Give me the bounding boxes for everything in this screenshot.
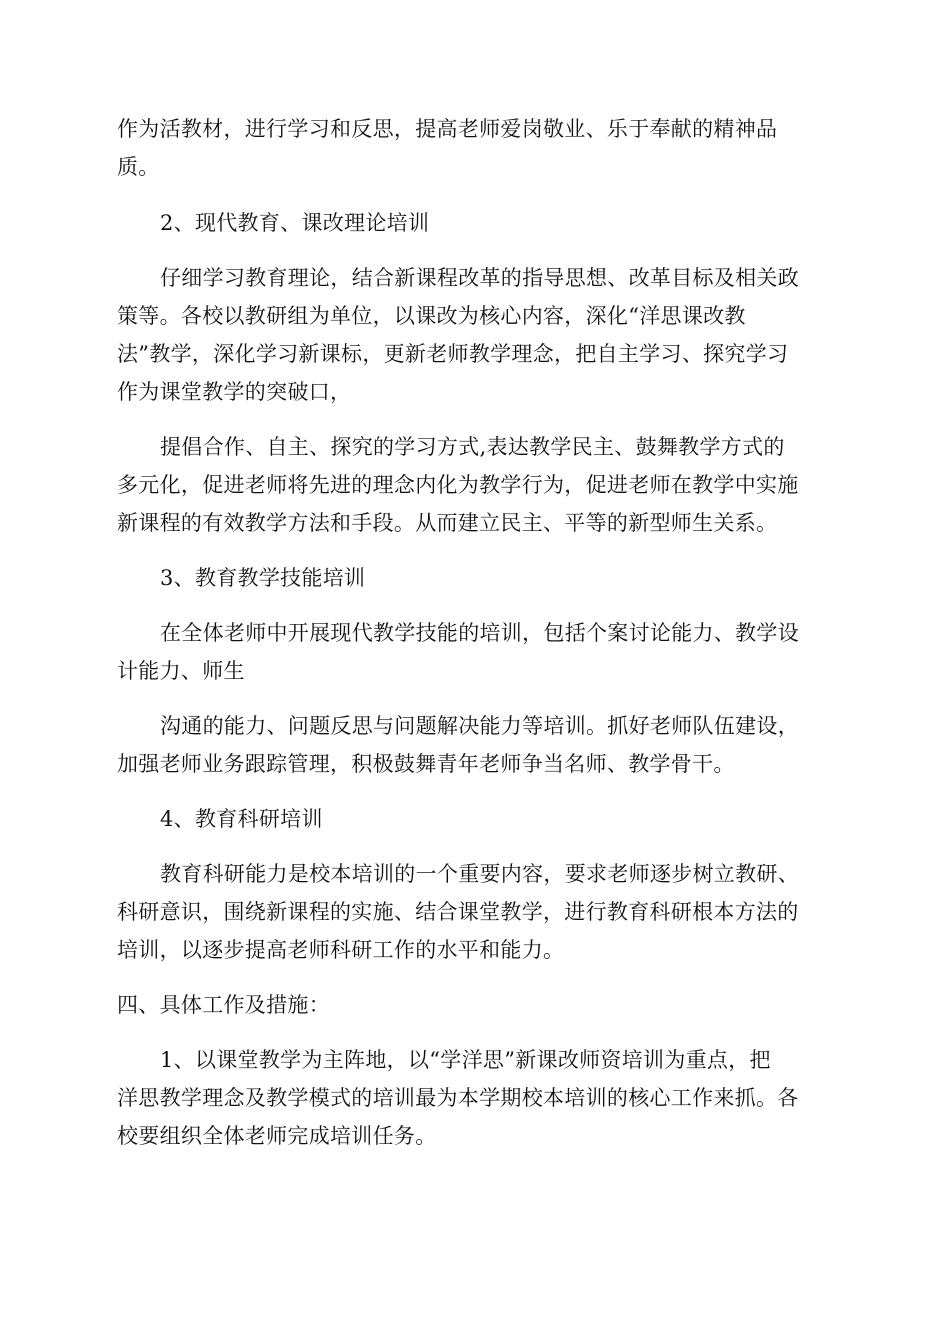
text-line: 多元化，促进老师将先进的理念内化为教学行为，促进老师在教学中实施 bbox=[117, 473, 799, 497]
section-heading: 3、教育教学技能培训 bbox=[160, 566, 366, 590]
text-line: 在全体老师中开展现代教学技能的培训，包括个案讨论能力、教学设 bbox=[160, 621, 799, 645]
text-line: 1、以课堂教学为主阵地，以“学洋思”新课改师资培训为重点，把 bbox=[160, 1048, 771, 1072]
text-line: 培训，以逐步提高老师科研工作的水平和能力。 bbox=[117, 938, 565, 962]
text-line: 法”教学，深化学习新课标，更新老师教学理念，把自主学习、探究学习 bbox=[117, 342, 789, 366]
text-line: 仔细学习教育理论，结合新课程改革的指导思想、改革目标及相关政 bbox=[160, 266, 799, 290]
text-line: 质。 bbox=[117, 155, 160, 179]
text-line: 作为活教材，进行学习和反思，提高老师爱岗敬业、乐于奉献的精神品 bbox=[117, 117, 778, 141]
text-line: 计能力、师生 bbox=[117, 659, 245, 683]
text-line: 策等。各校以教研组为单位，以课改为核心内容，深化“洋思课改教 bbox=[117, 304, 746, 328]
text-line: 科研意识，围绕新课程的实施、结合课堂教学，进行教育科研根本方法的 bbox=[117, 900, 799, 924]
text-line: 校要组织全体老师完成培训任务。 bbox=[117, 1124, 437, 1148]
text-line: 新课程的有效教学方法和手段。从而建立民主、平等的新型师生关系。 bbox=[117, 511, 778, 535]
section-heading: 2、现代教育、课改理论培训 bbox=[160, 211, 430, 235]
text-line: 提倡合作、自主、探究的学习方式,表达教学民主、鼓舞教学方式的 bbox=[160, 435, 785, 459]
text-line: 沟通的能力、问题反思与问题解决能力等培训。抓好老师队伍建设， bbox=[160, 714, 799, 738]
text-line: 教育科研能力是校本培训的一个重要内容，要求老师逐步树立教研、 bbox=[160, 862, 799, 886]
text-line: 加强老师业务跟踪管理，积极鼓舞青年老师争当名师、教学骨干。 bbox=[117, 752, 735, 776]
text-line: 作为课堂教学的突破口， bbox=[117, 380, 352, 404]
chapter-heading: 四、具体工作及措施： bbox=[117, 993, 330, 1017]
text-line: 洋思教学理念及教学模式的培训最为本学期校本培训的核心工作来抓。各 bbox=[117, 1086, 799, 1110]
section-heading: 4、教育科研培训 bbox=[160, 807, 323, 831]
